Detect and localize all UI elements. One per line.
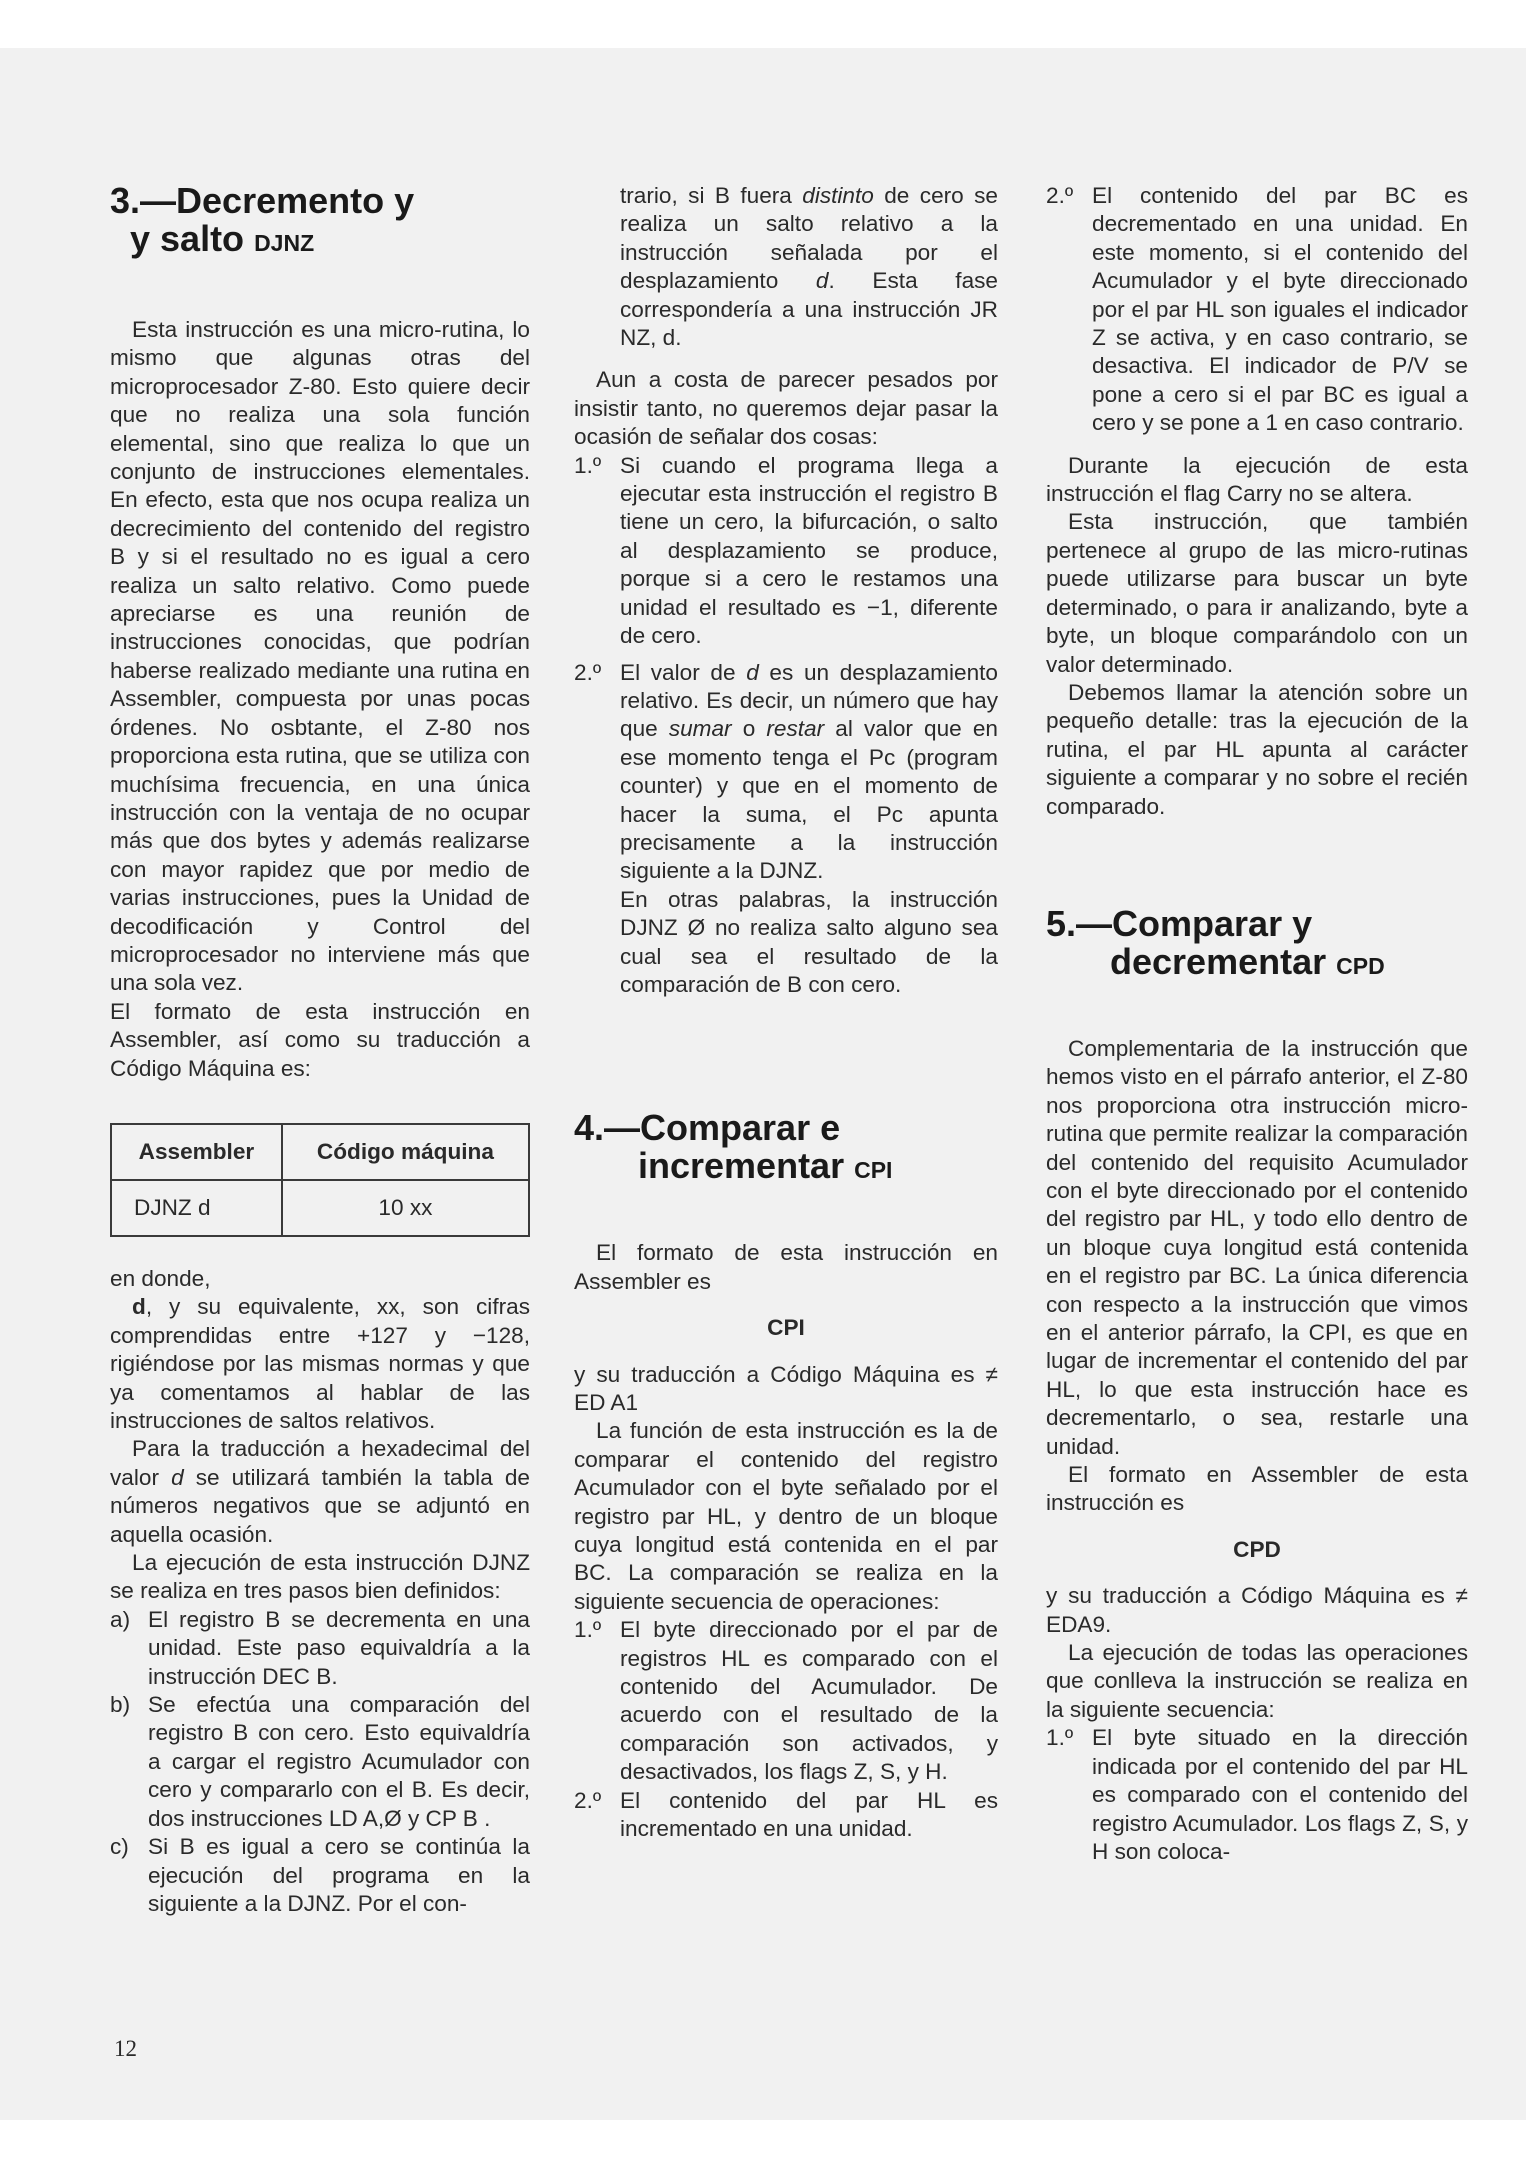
list-item [574,659,998,1000]
assembler-table [110,1123,530,1237]
paragraph: Esta instrucción, que también pertenece al grupo de las micro-rutinas puede utilizarse para buscar un byte determinado, o para ir analizando, byte a byte, un bloque comparándolo con un valor determinado. [1046,509,1468,677]
heading-code: CPD [1336,952,1385,979]
list-text: Si cuando el programa llega a ejecutar esta instrucción el registro B tiene un cero, la bifurcación, o salto al desplazamiento se produce, porque si a cero le restamos una unidad el resultado es −1, diferente de cero. [620,452,998,649]
list-marker: 2.º [574,659,602,685]
list-text: El registro B se decrementa en una unidad. Este paso equivaldría a la instrucción DEC B. [148,1606,530,1689]
list-item-continued: trario, si B fuera distinto de cero se realiza un salto relativo a la instrucción señalada por el desplazamiento d. Esta fase correspondería a una instrucción JR NZ, d. [620,183,998,351]
list-item [110,1833,530,1918]
list-text: El byte situado en la dirección indicada por el contenido del par HL es comparado con el contenido del registro Acumulador. Los flags Z, S, y H son coloca- [1092,1725,1468,1864]
list-text: El valor de d es un desplazamiento relativo. Es decir, un número que hay que sumar o restar al valor que en ese momento tenga el Pc (program counter) y que en el momento de hacer la suma, el Pc apunta precisamente a la instrucción siguiente a la DJNZ. En otras palabras, la instrucción DJNZ Ø no realiza salto alguno sea cual sea el resultado de la comparación de B con cero. [620,659,998,997]
heading-code: CPI [854,1157,893,1184]
paragraph: El formato de esta instrucción en Assembler es [574,1240,998,1294]
list-text: Se efectúa una comparación del registro B con cero. Esto equivaldría a cargar el registro Acumulador con cero y compararlo con el B. Es decir, dos instrucciones LD A,Ø y CP B . [148,1692,530,1831]
column-1 [110,182,530,1918]
section-4-heading [574,1109,998,1189]
heading-line2: decrementar CPD [1110,940,1385,982]
list-marker: 2.º [1046,183,1074,208]
heading-code: DJNZ [254,230,315,256]
list-item [574,1787,998,1844]
paragraph: El formato en Assembler de esta instrucción es [1046,1462,1468,1516]
list-marker: 1.º [574,452,602,478]
column-3 [1046,182,1468,1866]
paragraph: y su traducción a Código Máquina es ≠ ED A1 [574,1361,998,1415]
table-cell: 10 xx [282,1180,529,1236]
column-2 [574,182,998,1844]
section-3-heading [110,182,530,262]
list-marker: a) [110,1606,131,1632]
list-text: El contenido del par HL es incrementado en una unidad. [620,1787,998,1842]
code-line: CPD [1233,1536,1281,1562]
section-5-heading [1046,902,1468,985]
table-row [111,1180,529,1236]
list-marker: 1.º [1046,1725,1074,1751]
list-marker: b) [110,1692,131,1718]
heading-line1: 5.—Comparar y [1046,902,1313,944]
paragraph: d, y su equivalente, xx, son cifras comprendidas entre +127 y −128, rigiéndose por las mismas normas y que ya comentamos al hablar de las instrucciones de saltos relativos. [110,1294,530,1433]
paragraph: y su traducción a Código Máquina es ≠ EDA9. [1046,1583,1468,1637]
paragraph: La ejecución de esta instrucción DJNZ se realiza en tres pasos bien definidos: [110,1550,530,1604]
paragraph: Debemos llamar la atención sobre un pequeño detalle: tras la ejecución de la rutina, el par HL apunta al carácter siguiente a comparar y no sobre el recién comparado. [1046,679,1468,819]
paragraph: Durante la ejecución de esta instrucción el flag Carry no se altera. [1046,452,1468,507]
heading-line1: 4.—Comparar e [574,1107,841,1149]
table-cell: DJNZ d [111,1180,282,1236]
paragraph: Para la traducción a hexadecimal del valor d se utilizará también la tabla de números negativos que se adjuntó en aquella ocasión. [110,1436,530,1547]
list-item [1046,1724,1468,1866]
list-text: El contenido del par BC es decrementado en una unidad. En este momento, si el contenido del Acumulador y el byte direccionado por el par HL son iguales el indicador Z se activa, y en caso contrario, se desactiva. El indicador de P/V se pone a cero si el par BC es igual a cero y se pone a 1 en caso contrario. [1092,183,1468,436]
page-number: 12 [114,2036,137,2061]
list-text: Si B es igual a cero se continúa la ejecución del programa en la siguiente a la DJNZ. Por el con- [148,1834,530,1916]
code-line: CPI [767,1315,805,1341]
table-header: Código máquina [282,1124,529,1180]
table-header: Assembler [111,1124,282,1180]
paragraph: La función de esta instrucción es la de comparar el contenido del registro Acumulador con el byte señalado por el registro par HL, y dentro de un bloque cuya longitud está contenida en el par BC. La comparación se realiza en la siguiente secuencia de operaciones: [574,1418,998,1614]
paragraph: La ejecución de todas las operaciones que conlleva la instrucción se realiza en la siguiente secuencia: [1046,1640,1468,1722]
paragraph: Complementaria de la instrucción que hemos visto en el párrafo anterior, el Z-80 nos proporciona otra instrucción micro-rutina que permite realizar la comparación del contenido del requisito Acumulador con el byte direccionado por el contenido del registro par HL, y todo ello dentro de un bloque cuya longitud está contenida en el registro par BC. La única diferencia con respecto a la instrucción que vimos en el anterior párrafo, la CPI, es que en lugar de incrementar el contenido del par HL, lo que esta instrucción hace es decrementarlo, o sea, restarle una unidad. [1046,1035,1468,1459]
heading-line1: 3.—Decremento y [110,180,415,221]
list-item [1046,182,1468,438]
paragraph: Aun a costa de parecer pesados por insistir tanto, no queremos dejar pasar la ocasión de señalar dos cosas: [574,367,998,450]
list-marker: 1.º [574,1617,602,1643]
list-marker: 2.º [574,1787,602,1813]
list-item [574,1616,998,1786]
list-item [574,452,998,651]
list-item [110,1606,530,1691]
heading-line2: y salto DJNZ [130,218,315,259]
heading-line2: incrementar CPI [638,1145,893,1187]
list-marker: c) [110,1834,129,1860]
paragraph: El formato de esta instrucción en Assembler, así como su traducción a Código Máquina es: [110,998,530,1081]
list-item [110,1691,530,1833]
paragraph: Esta instrucción es una micro-rutina, lo mismo que algunas otras del microprocesador Z-80. Esto quiere decir que no realiza una sola función elemental, sino que realiza lo que un conjunto de instrucciones elementales. En efecto, esta que nos ocupa realiza un decrecimiento del contenido del registro B y si el resultado no es igual a cero realiza un salto relativo. Como puede apreciarse es una reunión de instrucciones conocidas, que podrían haberse realizado mediante una rutina en Assembler, compuesta por unas pocas órdenes. No osbtante, el Z-80 nos proporciona esta rutina, que se utiliza con muchísima frecuencia, en una única instrucción con la ventaja de no ocupar más que dos bytes y además realizarse con mayor rapidez que por medio de varias instrucciones, pues la Unidad de decodificación y Control del microprocesador no interviene más que una sola vez. [110,317,530,996]
list-text: El byte direccionado por el par de registros HL es comparado con el contenido del Acumulador. De acuerdo con el resultado de la comparación son activados, y desactivados, los flags Z, S, y H. [620,1617,998,1785]
paragraph: en donde, [110,1265,211,1291]
